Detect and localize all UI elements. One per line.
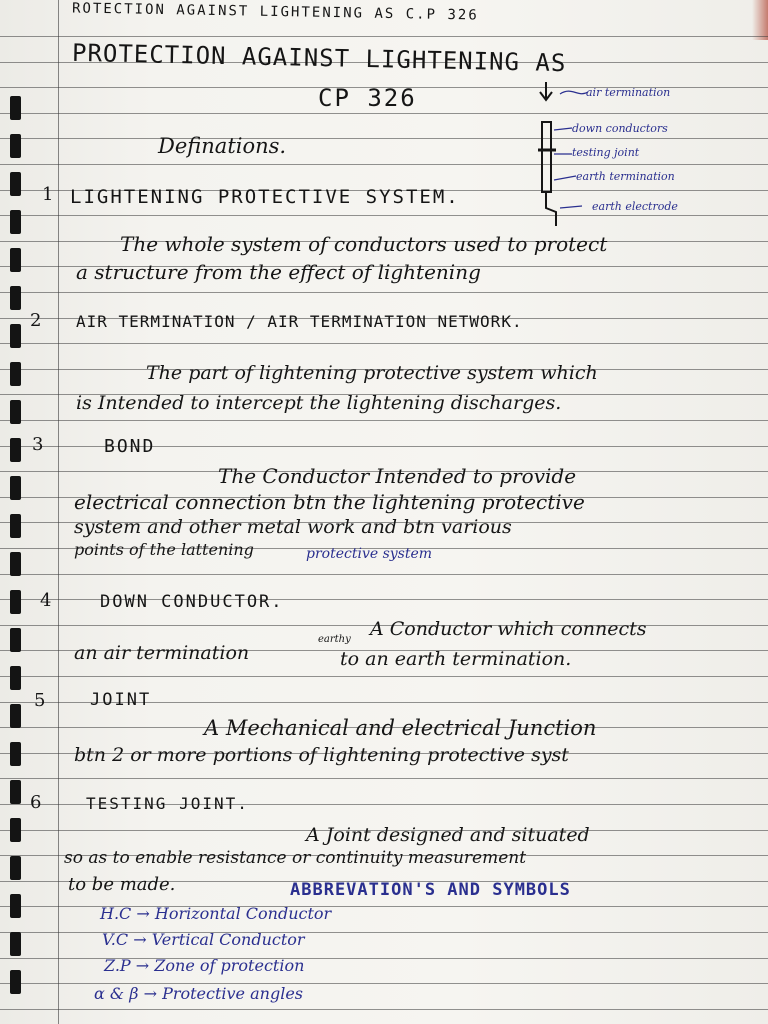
binding-hole (10, 932, 21, 956)
ruled-line (0, 778, 768, 779)
arrow-glyph: → (143, 984, 157, 1003)
definition-line: an air termination (74, 642, 250, 664)
binding-hole (10, 552, 21, 576)
binding-hole (10, 400, 21, 424)
arrow-glyph: → (135, 956, 150, 975)
margin-line (58, 0, 59, 1024)
abbreviation-term: V.C (102, 930, 129, 949)
binding-hole (10, 704, 21, 728)
diagram-label-down-conductors: down conductors (572, 122, 668, 135)
binding-hole (10, 438, 21, 462)
ruled-line (0, 420, 768, 421)
definitions-heading: Definations. (158, 134, 287, 158)
definition-line: to be made. (68, 874, 176, 895)
definition-line: A Mechanical and electrical Junction (204, 716, 597, 740)
ruled-line (0, 574, 768, 575)
binding-hole (10, 590, 21, 614)
definition-line: so as to enable resistance or continuity measurement (64, 848, 527, 868)
abbreviation-row (102, 930, 305, 949)
definition-line: points of the lattening (74, 540, 254, 559)
page-edge-shadow (752, 0, 768, 40)
binding-hole (10, 666, 21, 690)
header-top: ROTECTION AGAINST LIGHTENING AS C.P 326 (71, 0, 479, 24)
diagram-label-testing-joint: testing joint (572, 146, 640, 159)
abbreviation-meaning: Protective angles (162, 984, 303, 1003)
item-number: 2 (30, 310, 42, 331)
definition-line: The part of lightening protective system which (146, 362, 598, 384)
item-number: 4 (40, 590, 52, 611)
binding-hole (10, 172, 21, 196)
definition-insert: earthy (318, 634, 351, 645)
abbreviation-meaning: Horizontal Conductor (154, 904, 332, 923)
term-heading: JOINT (90, 690, 152, 710)
term-heading: AIR TERMINATION / AIR TERMINATION NETWORK. (76, 312, 523, 331)
binding-hole (10, 628, 21, 652)
definition-line: system and other metal work and btn various (74, 516, 512, 538)
abbreviation-row (104, 956, 304, 975)
binding-hole (10, 134, 21, 158)
item-number: 5 (34, 690, 46, 711)
definition-line: electrical connection btn the lightening protective (74, 490, 585, 514)
arrow-glyph: → (136, 904, 150, 923)
binding-hole (10, 780, 21, 804)
page-title-code: CP 326 (318, 84, 417, 112)
term-heading: BOND (104, 436, 156, 457)
definition-blue-tail: protective system (306, 546, 433, 562)
arrow-glyph: → (133, 930, 147, 949)
binding-hole (10, 476, 21, 500)
definition-line: The whole system of conductors used to protect (120, 232, 608, 256)
binding-hole (10, 818, 21, 842)
term-heading: TESTING JOINT. (86, 794, 249, 813)
abbreviation-meaning: Vertical Conductor (151, 930, 305, 949)
definition-line: A Joint designed and situated (306, 824, 590, 846)
abbreviation-term: H.C (100, 904, 132, 923)
lightning-rod-diagram (532, 80, 732, 230)
binding-hole (10, 970, 21, 994)
binding-hole (10, 210, 21, 234)
abbreviations-heading: ABBREVATION'S AND SYMBOLS (290, 880, 571, 900)
abbreviation-term: Z.P (104, 956, 131, 975)
definition-line: The Conductor Intended to provide (218, 464, 577, 488)
definition-inline: A Conductor which connects (370, 618, 647, 640)
abbreviation-term: α & β (94, 984, 139, 1003)
item-number: 6 (30, 792, 42, 813)
ruled-line (0, 343, 768, 344)
diagram-label-earth-termination: earth termination (576, 170, 675, 183)
ruled-line (0, 676, 768, 677)
abbreviation-meaning: Zone of protection (154, 956, 305, 975)
ruled-line (0, 1009, 768, 1010)
abbreviation-row (100, 904, 331, 923)
binding-hole (10, 856, 21, 880)
page-title: PROTECTION AGAINST LIGHTENING AS (71, 38, 567, 78)
definition-line: to an earth termination. (340, 648, 572, 670)
binding-hole (10, 324, 21, 348)
binding-hole (10, 514, 21, 538)
abbreviation-row (94, 984, 303, 1003)
item-number: 3 (32, 434, 44, 455)
binding-hole (10, 742, 21, 766)
term-heading: LIGHTENING PROTECTIVE SYSTEM. (70, 186, 460, 208)
item-number: 1 (42, 184, 54, 205)
ruled-line (0, 36, 768, 37)
binding-hole (10, 96, 21, 120)
definition-line: a structure from the effect of lightening (76, 260, 481, 284)
definition-line: is Intended to intercept the lightening discharges. (76, 392, 562, 414)
binding-hole (10, 894, 21, 918)
binding-hole (10, 362, 21, 386)
definition-line: btn 2 or more portions of lightening protective syst (74, 744, 569, 766)
diagram-label-earth-electrode: earth electrode (592, 200, 678, 213)
binding-hole (10, 248, 21, 272)
binding-hole (10, 286, 21, 310)
ruled-line (0, 292, 768, 293)
diagram-label-air-termination: air termination (586, 86, 671, 99)
term-heading: DOWN CONDUCTOR. (100, 592, 284, 612)
